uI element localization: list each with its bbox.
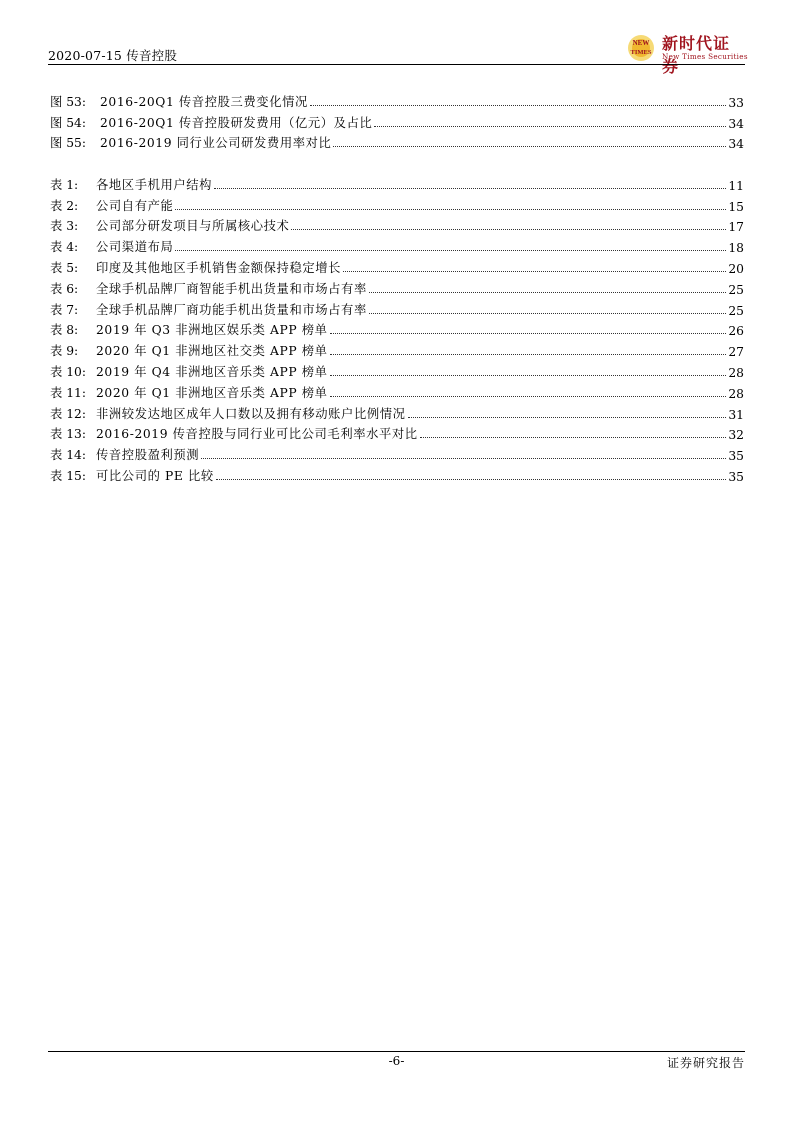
toc-entry[interactable] <box>50 89 744 110</box>
toc-entry[interactable] <box>50 214 744 235</box>
dot-leader <box>175 249 726 251</box>
dot-leader <box>343 270 726 272</box>
dot-leader <box>291 228 726 230</box>
toc-entry-title: 公司渠道布局 <box>96 240 174 255</box>
toc-entry-label: 表 8: <box>50 323 79 338</box>
toc-entry-title: 各地区手机用户结构 <box>96 177 213 192</box>
toc-entry-title: 公司自有产能 <box>96 198 174 213</box>
toc-entry-label: 表 5: <box>50 260 79 275</box>
toc-entry-page: 15 <box>728 199 744 214</box>
toc-entry-label: 图 55: <box>50 136 86 151</box>
toc-entry-page: 20 <box>728 261 744 276</box>
toc-entry[interactable] <box>50 318 744 339</box>
toc-entry-label: 表 6: <box>50 281 79 296</box>
dot-leader <box>330 353 727 355</box>
company-logo <box>624 30 748 76</box>
dot-leader <box>310 104 726 106</box>
dot-leader <box>216 478 727 480</box>
toc-entry-label: 表 2: <box>50 198 79 213</box>
toc-entry-title: 传音控股盈利预测 <box>96 448 200 463</box>
toc-entry-page: 35 <box>728 449 744 464</box>
toc-entry[interactable] <box>50 442 744 463</box>
toc-entry-page: 33 <box>728 95 744 110</box>
toc-entry-title: 2020 年 Q1 非洲地区音乐类 APP 榜单 <box>96 385 328 400</box>
toc-entry[interactable] <box>50 276 744 297</box>
toc-entry-label: 表 1: <box>50 177 79 192</box>
toc-entry[interactable] <box>50 422 744 443</box>
toc-entry-page: 25 <box>728 303 744 318</box>
toc-entry-page: 34 <box>728 137 744 152</box>
dot-leader <box>330 332 727 334</box>
toc-entry-title: 2020 年 Q1 非洲地区社交类 APP 榜单 <box>96 344 328 359</box>
dot-leader <box>214 187 726 189</box>
dot-leader <box>369 312 727 314</box>
toc-entry-page: 26 <box>728 324 744 339</box>
toc-entry-title: 2016-2019 同行业公司研发费用率对比 <box>100 136 332 151</box>
dot-leader <box>333 145 726 147</box>
header-date-company: 2020-07-15 传音控股 <box>48 48 178 63</box>
toc-entry-page: 31 <box>728 407 744 422</box>
toc-entry-page: 17 <box>728 220 744 235</box>
toc-entry[interactable] <box>50 463 744 484</box>
toc-entry-title: 2019 年 Q4 非洲地区音乐类 APP 榜单 <box>96 364 328 379</box>
logo-mark-bottom: TIMES <box>630 49 652 56</box>
dot-leader <box>369 291 727 293</box>
toc-entry[interactable] <box>50 193 744 214</box>
toc-entry-title: 2019 年 Q3 非洲地区娱乐类 APP 榜单 <box>96 323 328 338</box>
toc-entry-label: 图 53: <box>50 94 86 109</box>
dot-leader <box>330 395 727 397</box>
toc-entry[interactable] <box>50 234 744 255</box>
toc-entry-page: 28 <box>728 386 744 401</box>
dot-leader <box>175 208 726 210</box>
header-divider <box>48 64 745 65</box>
toc-entry[interactable] <box>50 338 744 359</box>
logo-english-name: New Times Securities <box>662 52 748 61</box>
table-list <box>50 172 744 484</box>
page-number: -6- <box>388 1054 405 1068</box>
toc-entry-page: 18 <box>728 241 744 256</box>
toc-entry[interactable] <box>50 131 744 152</box>
toc-entry-title: 2016-20Q1 传音控股研发费用（亿元）及占比 <box>100 115 373 130</box>
toc-entry-label: 表 10: <box>50 364 86 379</box>
toc-entry-title: 全球手机品牌厂商功能手机出货量和市场占有率 <box>96 302 367 317</box>
toc-entry-page: 25 <box>728 282 744 297</box>
toc-entry-title: 印度及其他地区手机销售金额保持稳定增长 <box>96 260 342 275</box>
report-type: 证券研究报告 <box>666 1056 745 1070</box>
toc-entry-page: 27 <box>728 345 744 360</box>
toc-entry[interactable] <box>50 380 744 401</box>
page-header <box>48 30 748 76</box>
dot-leader <box>201 457 726 459</box>
footer-divider <box>48 1051 745 1052</box>
toc-entry[interactable] <box>50 359 744 380</box>
toc-entry[interactable] <box>50 297 744 318</box>
dot-leader <box>420 436 727 438</box>
logo-mark-top: NEW <box>632 39 650 47</box>
dot-leader <box>374 125 726 127</box>
toc-entry-title: 2016-20Q1 传音控股三费变化情况 <box>100 94 308 109</box>
toc-entry[interactable] <box>50 255 744 276</box>
toc-entry-label: 表 4: <box>50 240 79 255</box>
dot-leader <box>330 374 727 376</box>
toc-entry-label: 表 15: <box>50 468 86 483</box>
toc-entry-label: 表 11: <box>50 385 86 400</box>
toc-entry-label: 表 12: <box>50 406 86 421</box>
toc-entry-label: 表 14: <box>50 448 86 463</box>
dot-leader <box>408 416 727 418</box>
toc-entry[interactable] <box>50 172 744 193</box>
toc-entry-title: 可比公司的 PE 比较 <box>96 468 214 483</box>
toc-entry-label: 图 54: <box>50 115 86 130</box>
toc-entry-label: 表 9: <box>50 344 79 359</box>
logo-chinese-name: 新时代证券 <box>662 34 731 76</box>
toc-entry-title: 全球手机品牌厂商智能手机出货量和市场占有率 <box>96 281 367 296</box>
toc-entry-label: 表 3: <box>50 219 79 234</box>
toc-entry-title: 非洲较发达地区成年人口数以及拥有移动账户比例情况 <box>96 406 406 421</box>
toc-entry-title: 公司部分研发项目与所属核心技术 <box>96 219 290 234</box>
toc-entry-page: 35 <box>728 469 744 484</box>
toc-entry-label: 表 13: <box>50 427 86 442</box>
toc-entry-page: 28 <box>728 365 744 380</box>
toc-entry-label: 表 7: <box>50 302 79 317</box>
toc-entry-title: 2016-2019 传音控股与同行业可比公司毛利率水平对比 <box>96 427 418 442</box>
toc-entry[interactable] <box>50 401 744 422</box>
toc-entry-page: 34 <box>728 116 744 131</box>
new-times-logo-icon <box>624 32 658 64</box>
toc-entry-page: 32 <box>728 428 744 443</box>
figure-list <box>50 89 744 151</box>
toc-entry-page: 11 <box>728 178 744 193</box>
toc-entry[interactable] <box>50 110 744 131</box>
